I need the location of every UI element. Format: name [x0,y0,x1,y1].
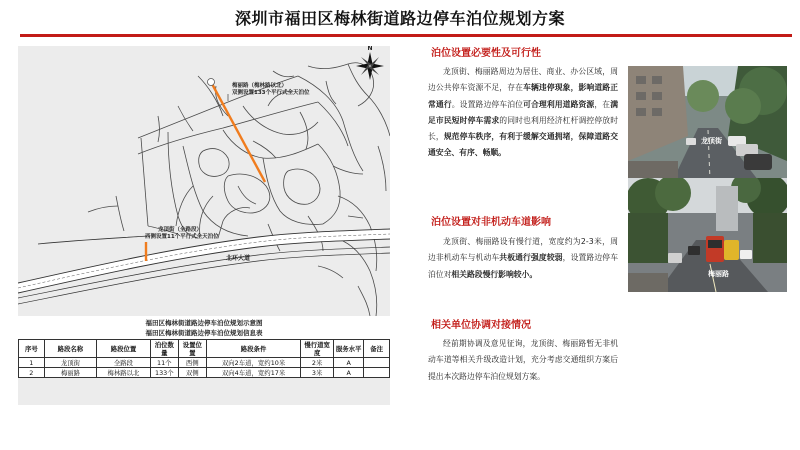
section-title-necessity: 泊位设置必要性及可行性 [431,48,541,59]
header-service-level: 服务水平 [333,340,363,358]
cell-service-level: A [333,358,363,368]
header-road-location: 路段位置 [97,340,151,358]
map-caption: 福田区梅林街道路边停车泊位规划示意图 [145,319,263,327]
header-setup-side: 设置位置 [178,340,206,358]
cell-index: 2 [19,368,45,378]
title-divider [20,34,792,37]
table-background-area [18,378,390,405]
cell-setup-side: 双侧 [178,368,206,378]
cell-space-count: 133个 [150,368,178,378]
photo2-label: 梅丽路 [708,270,729,278]
header-slow-lane-width: 慢行道宽度 [301,340,334,358]
section-body-impact: 龙顶街、梅丽路设有慢行道，宽度约为2-3米，周边非机动车与机动车共板通行强度较弱，设置路边停车泊位对相关路段慢行影响较小。 [428,237,618,279]
longding-road-label-line2: 西侧设置11个平行式全天泊位 [145,234,219,240]
table-row [19,368,390,378]
meili-road-label-line2: 双侧设置133个平行式全天泊位 [232,90,310,96]
cell-slow-lane-width: 3米 [301,368,334,378]
cell-setup-side: 西侧 [178,358,206,368]
cell-remarks [364,358,390,368]
header-space-count: 泊位数量 [150,340,178,358]
section-title-coordination: 相关单位协调对接情况 [431,320,531,331]
cell-service-level: A [333,368,363,378]
header-remarks: 备注 [364,340,390,358]
expressway-label: 北环大道 [226,255,251,262]
table-header-row [19,340,390,358]
section-body-necessity: 龙顶街、梅丽路周边为居住、商业、办公区域，周边公共停车资源不足，存在车辆违停现象，影响道路正常通行。设置路边停车泊位可合理利用道路资源，在满足市民短时停车需求的同时也利用经济杠杆调控停放时长，规范停车秩序，有利于缓解交通拥堵，保障道路交通安全、有序、畅顺。 [428,67,618,158]
cell-road-location: 梅林路以北 [97,368,151,378]
cell-road-location: 全路段 [97,358,151,368]
cell-slow-lane-width: 2米 [301,358,334,368]
longding-road-label-line1: 龙顶街（全路段） [158,227,203,233]
cell-road-name: 梅丽路 [44,368,97,378]
header-road-condition: 路段条件 [206,340,301,358]
meili-road-label-line1: 梅丽路（梅林路以北） [232,83,288,89]
compass-north-label: N [367,46,373,52]
photo-meili-road [628,178,787,292]
cell-index: 1 [19,358,45,368]
planning-map [18,46,390,316]
road-endpoint-marker [208,79,215,86]
cell-remarks [364,368,390,378]
cell-road-condition: 双向2车道，宽约10米 [206,358,301,368]
cell-road-name: 龙顶街 [44,358,97,368]
parking-info-table [18,339,390,378]
table-caption: 福田区梅林街道路边停车泊位规划信息表 [145,329,263,337]
section-title-impact: 泊位设置对非机动车道影响 [431,217,551,228]
cell-road-condition: 双向4车道，宽约17米 [206,368,301,378]
photo1-label: 龙顶街 [701,137,722,145]
cell-space-count: 11个 [150,358,178,368]
table-row [19,358,390,368]
page-title: 深圳市福田区梅林街道路边停车泊位规划方案 [234,9,565,28]
header-index: 序号 [19,340,45,358]
header-road-name: 路段名称 [44,340,97,358]
photo-longding-street [628,66,787,180]
map-drawing [18,46,390,316]
section-body-coordination: 经前期协调及意见征询，龙顶街、梅丽路暂无非机动车道等相关升级改造计划，充分考虑交通组织方案后提出本次路边停车泊位规划方案。 [428,339,618,381]
